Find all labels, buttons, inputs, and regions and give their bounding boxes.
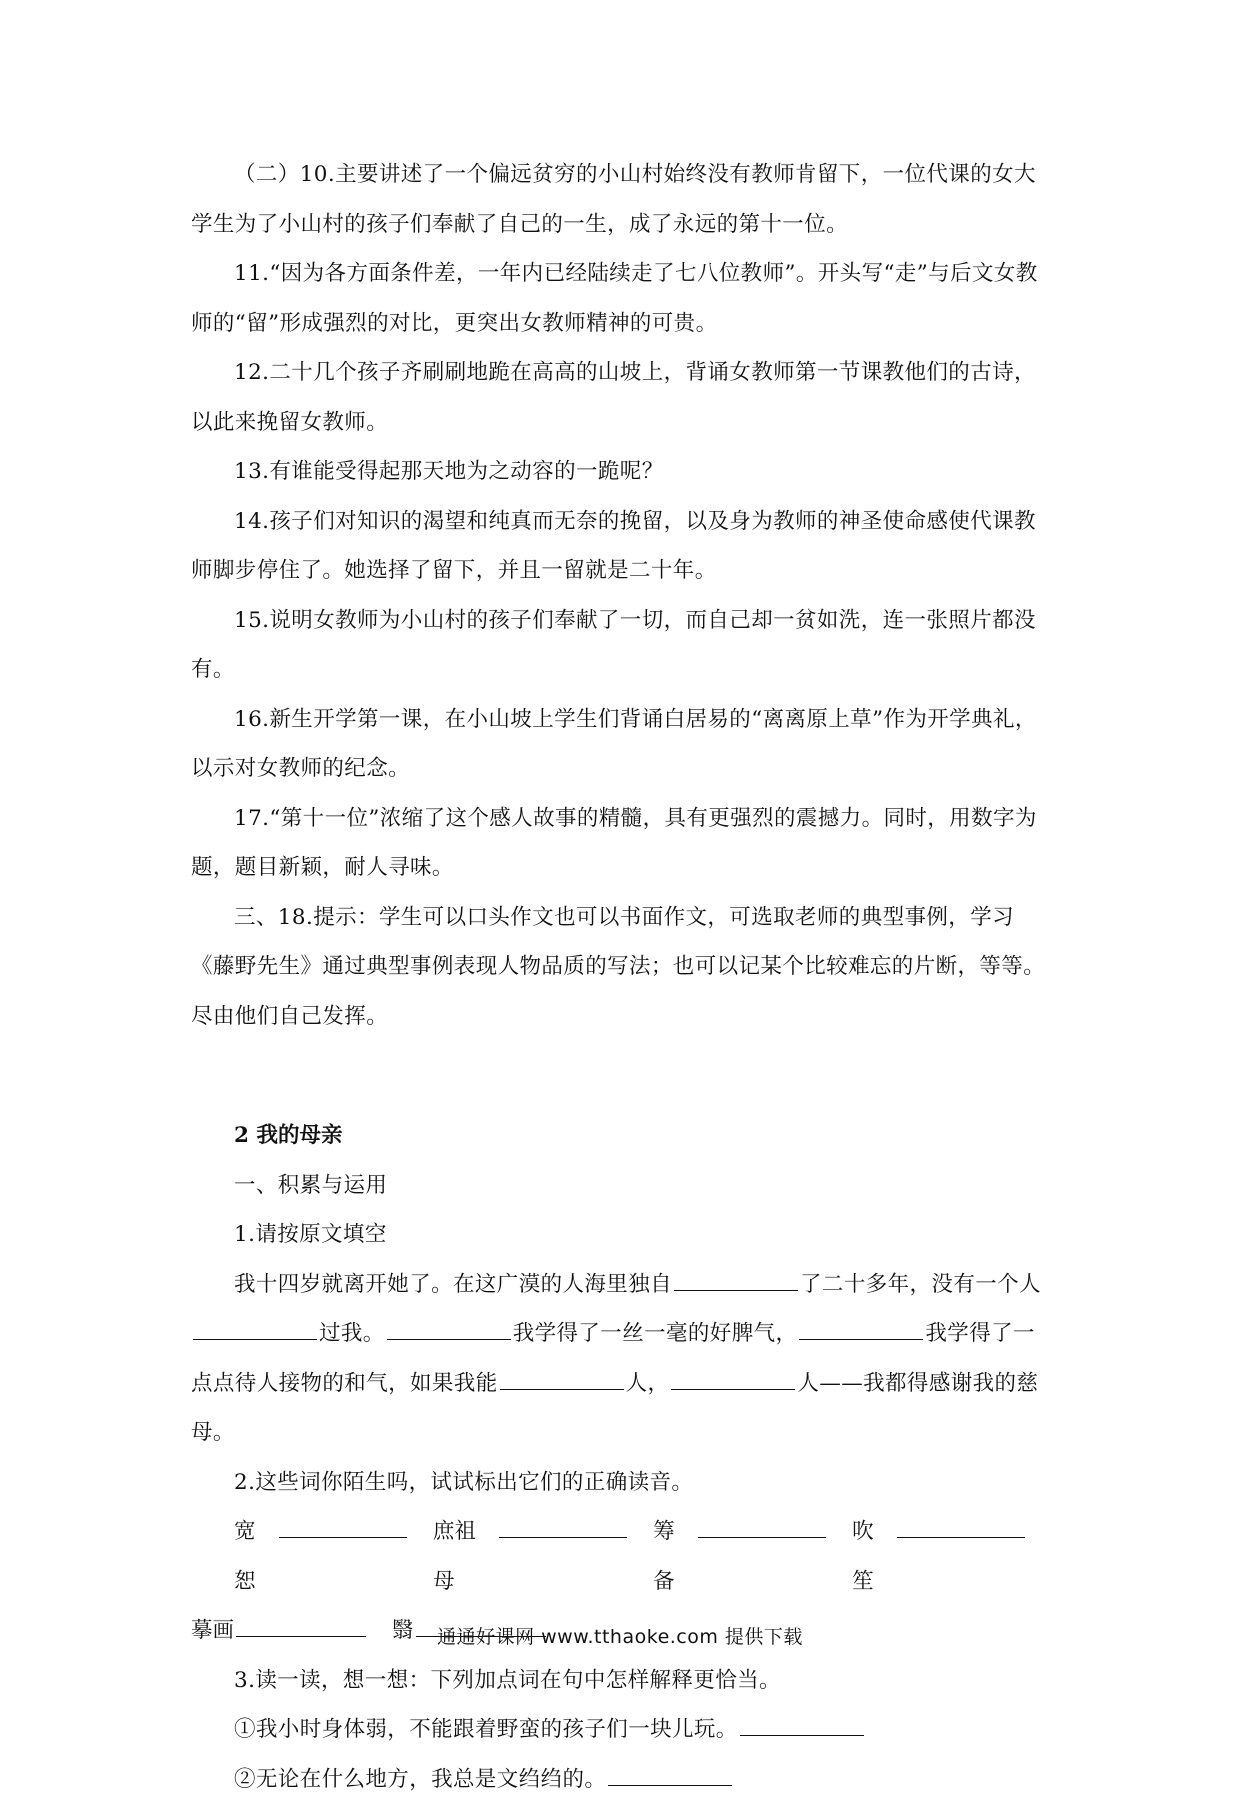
question-3-item-2: [191, 1755, 1051, 1804]
answer-blank-3-1[interactable]: [740, 1717, 864, 1736]
fill-in-paragraph: [191, 1260, 1051, 1458]
fill-blank-4[interactable]: [799, 1321, 923, 1340]
fill-blank-2[interactable]: [193, 1321, 317, 1340]
section-heading: 一、积累与运用: [191, 1161, 1051, 1211]
fill-blank-1[interactable]: [674, 1272, 798, 1291]
answer-13: 13.有谁能受得起那天地为之动容的一跪呢？: [191, 447, 1051, 497]
question-1: 1.请按原文填空: [191, 1210, 1051, 1260]
fill-text-2: 了二十多年，没有一个人: [800, 1272, 1041, 1297]
question-2: 2.这些词你陌生吗，试试标出它们的正确读音。: [191, 1458, 1051, 1508]
fill-text-1: 我十四岁就离开她了。在这广漠的人海里独自: [234, 1272, 672, 1297]
question-3: 3.读一读，想一想：下列加点词在句中怎样解释更恰当。: [191, 1656, 1051, 1706]
vocab-word: 庶祖母: [433, 1507, 497, 1606]
vocab-item: [653, 1507, 828, 1606]
fill-text-5: 我学得了一点点待人接物的和气，如果我能: [191, 1321, 1035, 1396]
question-3-text-2: ②无论在什么地方，我总是文绉绉的。: [234, 1767, 606, 1792]
fill-text-3: 过我。: [319, 1321, 385, 1346]
page-content: [191, 150, 1051, 1804]
fill-blank-3[interactable]: [387, 1321, 511, 1340]
vocab-word: 翳: [392, 1606, 414, 1656]
question-3-text-1: ①我小时身体弱，不能跟着野蛮的孩子们一块儿玩。: [234, 1717, 738, 1742]
page-footer: 通通好课网 www.tthaoke.com 提供下载: [0, 1622, 1240, 1649]
vocab-item: [234, 1507, 409, 1606]
answer-10: （二）10.主要讲述了一个偏远贫穷的小山村始终没有教师肯留下，一位代课的女大学生为了小山村的孩子们奉献了自己的一生，成了永远的第十一位。: [191, 150, 1051, 249]
answer-14: 14.孩子们对知识的渴望和纯真而无奈的挽留，以及身为教师的神圣使命感使代课教师脚步停住了。她选择了留下，并且一留就是二十年。: [191, 497, 1051, 596]
fill-text-4: 我学得了一丝一毫的好脾气，: [513, 1321, 798, 1346]
question-3-item-1: [191, 1705, 1051, 1755]
vocab-word: 宽恕: [234, 1507, 277, 1606]
fill-blank-6[interactable]: [671, 1371, 795, 1390]
vocab-item: [433, 1507, 629, 1606]
answer-18: 三、18.提示：学生可以口头作文也可以书面作文，可选取老师的典型事例，学习《藤野先生》通过典型事例表现人物品质的写法；也可以记某个比较难忘的片断，等等。尽由他们自己发挥。: [191, 893, 1051, 1042]
answer-12: 12.二十几个孩子齐刷刷地跪在高高的山坡上，背诵女教师第一节课教他们的古诗，以此来挽留女教师。: [191, 348, 1051, 447]
fill-blank-5[interactable]: [500, 1371, 624, 1390]
answer-16: 16.新生开学第一课，在小山坡上学生们背诵白居易的“离离原上草”作为开学典礼，以示对女教师的纪念。: [191, 695, 1051, 794]
vocab-item: [852, 1507, 1027, 1606]
fill-text-7: 人——我都得感谢我的慈母。: [191, 1371, 1038, 1446]
vocab-word: 筹备: [653, 1507, 696, 1606]
answer-11: 11.“因为各方面条件差，一年内已经陆续走了七八位教师”。开头写“走”与后文女教师的“留”形成强烈的对比，更突出女教师精神的可贵。: [191, 249, 1051, 348]
pinyin-blank[interactable]: [897, 1519, 1025, 1538]
pinyin-blank[interactable]: [698, 1519, 826, 1538]
answer-15: 15.说明女教师为小山村的孩子们奉献了一切，而自己却一贫如洗，连一张照片都没有。: [191, 596, 1051, 695]
lesson-title: 2 我的母亲: [191, 1111, 1051, 1161]
pinyin-blank[interactable]: [499, 1519, 627, 1538]
answer-17: 17.“第十一位”浓缩了这个感人故事的精髓，具有更强烈的震撼力。同时，用数字为题，题目新颖，耐人寻味。: [191, 794, 1051, 893]
vocab-row-1: [191, 1507, 1051, 1606]
vocab-word: 吹笙: [852, 1507, 895, 1606]
fill-text-6: 人，: [626, 1371, 670, 1396]
pinyin-blank[interactable]: [279, 1519, 407, 1538]
vocab-word: 摹画: [191, 1606, 234, 1656]
answer-blank-3-2[interactable]: [608, 1767, 732, 1786]
